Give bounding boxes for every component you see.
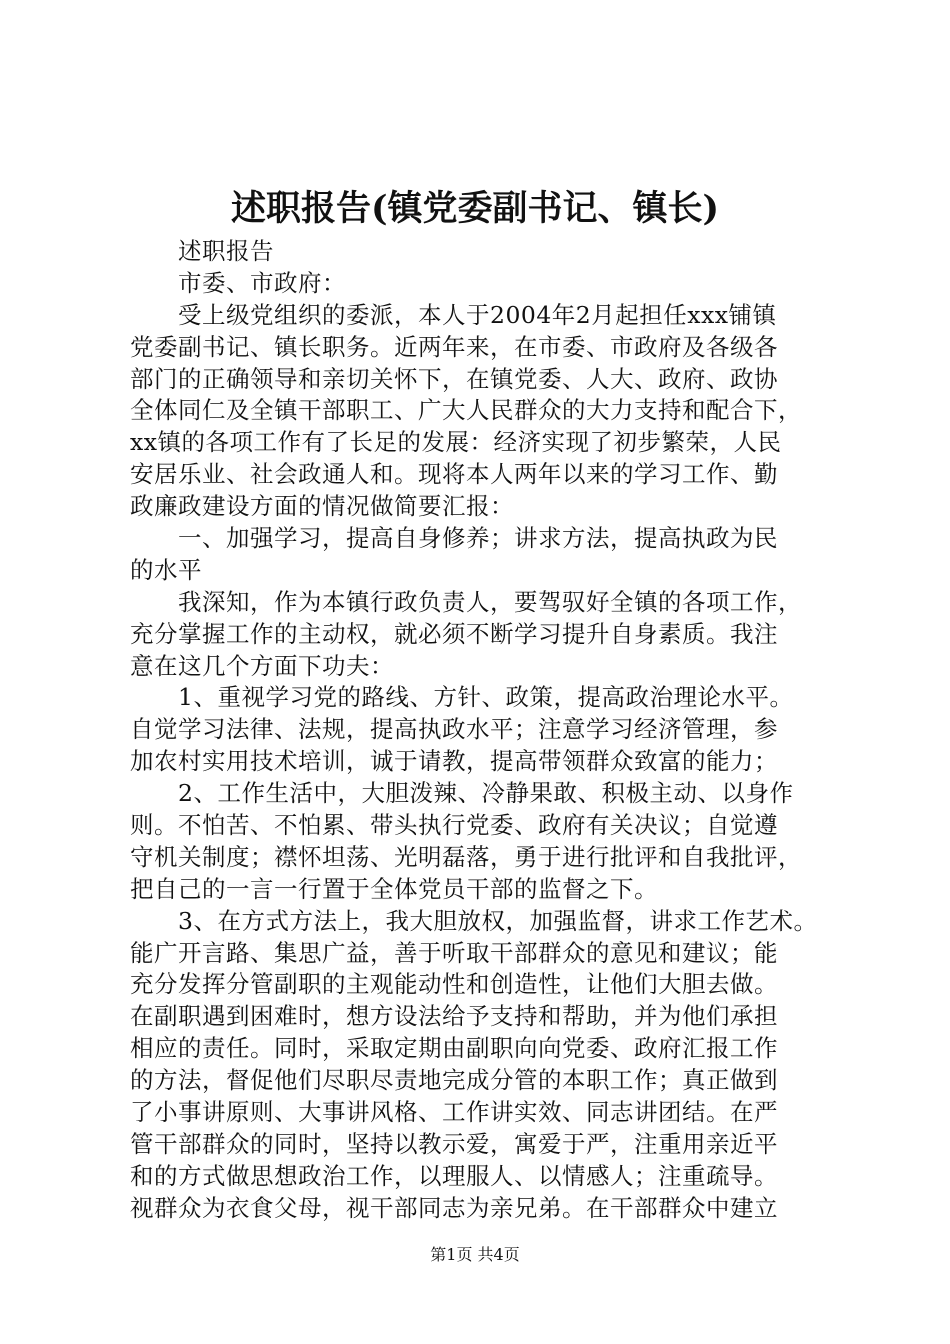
page-footer: 第1页 共4页: [430, 1245, 520, 1264]
text-line: xx镇的各项工作有了长足的发展：经济实现了初步繁荣，人民: [130, 428, 782, 457]
text-line: 部门的正确领导和亲切关怀下，在镇党委、人大、政府、政协: [130, 364, 778, 393]
text-line: 则。不怕苦、不怕累、带头执行党委、政府有关决议；自觉遵: [130, 811, 778, 840]
text-line: 守机关制度；襟怀坦荡、光明磊落，勇于进行批评和自我批评，: [130, 842, 802, 871]
text-line: 3、在方式方法上，我大胆放权，加强监督，讲求工作艺术。: [178, 906, 818, 935]
text-line: 意在这几个方面下功夫：: [130, 651, 394, 680]
text-line: 政廉政建设方面的情况做简要汇报：: [130, 492, 514, 521]
text-line: 相应的责任。同时，采取定期由副职向向党委、政府汇报工作: [130, 1034, 778, 1063]
text-line: 2、工作生活中，大胆泼辣、冷静果敢、积极主动、以身作: [178, 779, 794, 808]
text-line: 党委副书记、镇长职务。近两年来，在市委、市政府及各级各: [130, 332, 778, 361]
text-line: 充分发挥分管副职的主观能动性和创造性，让他们大胆去做。: [130, 970, 778, 999]
document-title: 述职报告(镇党委副书记、镇长): [230, 188, 720, 229]
text-line: 充分掌握工作的主动权，就必须不断学习提升自身素质。我注: [130, 619, 778, 648]
text-line: 1、重视学习党的路线、方针、政策，提高政治理论水平。: [178, 683, 794, 712]
text-line: 管干部群众的同时，坚持以教示爱，寓爱于严，注重用亲近平: [130, 1129, 778, 1158]
text-line: 的水平: [130, 555, 202, 584]
text-line: 市委、市政府：: [178, 268, 346, 297]
text-line: 我深知，作为本镇行政负责人，要驾驭好全镇的各项工作，: [178, 587, 802, 616]
text-line: 加农村实用技术培训，诚于请教，提高带领群众致富的能力；: [130, 747, 778, 776]
text-line: 受上级党组织的委派，本人于2004年2月起担任xxx铺镇: [178, 300, 777, 329]
text-line: 把自己的一言一行置于全体党员干部的监督之下。: [130, 874, 658, 903]
text-line: 视群众为衣食父母，视干部同志为亲兄弟。在干部群众中建立: [130, 1193, 778, 1222]
text-line: 能广开言路、集思广益，善于听取干部群众的意见和建议；能: [130, 938, 778, 967]
text-line: 在副职遇到困难时，想方设法给予支持和帮助，并为他们承担: [130, 1002, 778, 1031]
text-line: 述职报告: [178, 237, 274, 265]
document-body: [130, 236, 832, 1225]
text-line: 和的方式做思想政治工作，以理服人、以情感人；注重疏导。: [130, 1161, 778, 1190]
text-line: 自觉学习法律、法规，提高执政水平；注意学习经济管理，参: [130, 715, 778, 744]
text-line: 全体同仁及全镇干部职工、广大人民群众的大力支持和配合下，: [130, 396, 802, 425]
text-line: 了小事讲原则、大事讲风格、工作讲实效、同志讲团结。在严: [130, 1098, 778, 1127]
text-line: 安居乐业、社会政通人和。现将本人两年以来的学习工作、勤: [130, 460, 778, 489]
text-line: 的方法，督促他们尽职尽责地完成分管的本职工作；真正做到: [130, 1066, 778, 1095]
text-line: 一、加强学习，提高自身修养；讲求方法，提高执政为民: [178, 524, 778, 553]
